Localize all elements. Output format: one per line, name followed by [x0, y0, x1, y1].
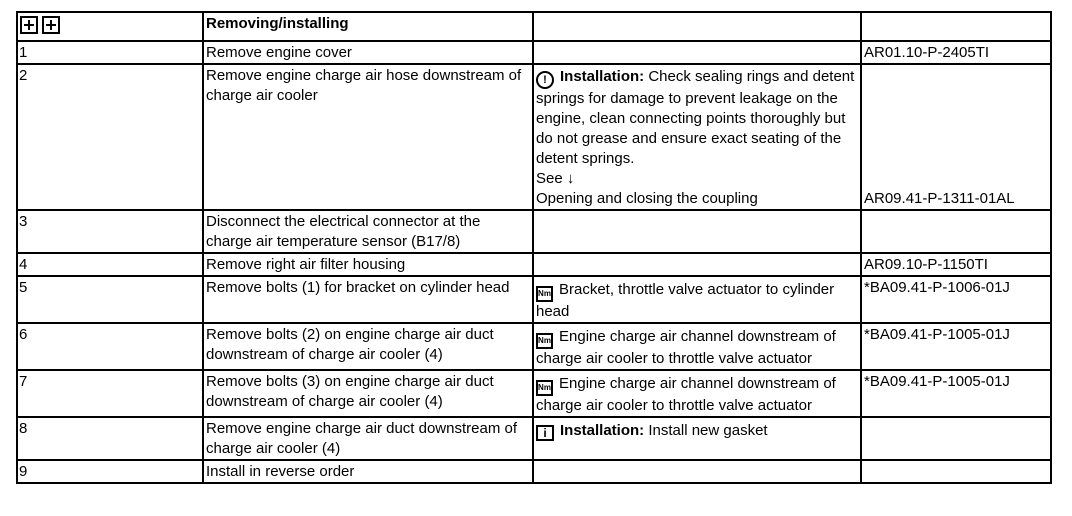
step-text: Remove bolts (1) for bracket on cylinder head [203, 276, 533, 323]
expand-icon[interactable] [20, 16, 38, 34]
step-text: Remove engine charge air duct downstream of charge air cooler (4) [203, 417, 533, 460]
table-row [17, 253, 1051, 276]
step-number: 7 [17, 370, 203, 417]
step-text: Remove bolts (2) on engine charge air duct downstream of charge air cooler (4) [203, 323, 533, 370]
collapse-icon[interactable] [42, 16, 60, 34]
torque-text: Engine charge air channel downstream of charge air cooler to throttle valve actuator [536, 375, 836, 414]
step-number: 3 [17, 210, 203, 253]
see-label: See [536, 170, 563, 187]
step-note [533, 64, 861, 210]
step-text: Remove right air filter housing [203, 253, 533, 276]
header-title: Removing/installing [203, 12, 533, 41]
step-ref-link[interactable]: AR09.10-P-1150TI [861, 253, 1051, 276]
installation-text: Install new gasket [648, 422, 768, 439]
procedure-table [16, 11, 1052, 484]
step-number: 5 [17, 276, 203, 323]
step-text: Disconnect the electrical connector at the charge air temperature sensor (B17/8) [203, 210, 533, 253]
step-ref-link[interactable]: *BA09.41-P-1005-01J [861, 370, 1051, 417]
step-ref [861, 460, 1051, 483]
header-icons-cell [17, 12, 203, 41]
table-row [17, 64, 1051, 210]
step-ref-link[interactable]: *BA09.41-P-1006-01J [861, 276, 1051, 323]
step-ref-link[interactable]: AR01.10-P-2405TI [861, 41, 1051, 64]
step-number: 2 [17, 64, 203, 210]
step-ref-link[interactable]: *BA09.41-P-1005-01J [861, 323, 1051, 370]
installation-label: Installation: [560, 422, 645, 439]
torque-icon[interactable]: Nm [536, 333, 553, 349]
step-note [533, 276, 861, 323]
step-note [533, 417, 861, 460]
step-text: Remove engine charge air hose downstream of charge air cooler [203, 64, 533, 210]
torque-text: Bracket, throttle valve actuator to cylinder head [536, 281, 835, 320]
step-text: Remove engine cover [203, 41, 533, 64]
step-note [533, 370, 861, 417]
step-number: 4 [17, 253, 203, 276]
step-note [533, 253, 861, 276]
step-number: 8 [17, 417, 203, 460]
info-icon: i [536, 425, 554, 441]
step-text: Install in reverse order [203, 460, 533, 483]
header-empty-ref [861, 12, 1051, 41]
step-note [533, 460, 861, 483]
coupling-link[interactable]: Opening and closing the coupling [536, 190, 758, 207]
installation-label: Installation: [560, 68, 645, 85]
step-note [533, 41, 861, 64]
step-note [533, 210, 861, 253]
installation-text: Check sealing rings and detent springs for damage to prevent leakage on the engine, clean connecting points thoroughly but do not grease and ensure exact seating of the detent springs. [536, 68, 855, 167]
table-row [17, 323, 1051, 370]
arrow-down-icon: ↓ [566, 170, 575, 187]
header-empty-note [533, 12, 861, 41]
table-row [17, 460, 1051, 483]
step-number: 1 [17, 41, 203, 64]
ref-text[interactable]: AR09.41-P-1311-01AL [864, 190, 1015, 207]
step-number: 6 [17, 323, 203, 370]
table-header-row [17, 12, 1051, 41]
torque-icon[interactable]: Nm [536, 286, 553, 302]
step-ref [861, 417, 1051, 460]
table-row [17, 276, 1051, 323]
table-row [17, 41, 1051, 64]
step-ref-link[interactable] [861, 64, 1051, 210]
step-ref [861, 210, 1051, 253]
table-row [17, 370, 1051, 417]
procedure-table-wrapper [16, 11, 1052, 484]
table-row [17, 417, 1051, 460]
table-row [17, 210, 1051, 253]
step-note [533, 323, 861, 370]
warning-icon: ! [536, 71, 554, 89]
step-number: 9 [17, 460, 203, 483]
step-text: Remove bolts (3) on engine charge air duct downstream of charge air cooler (4) [203, 370, 533, 417]
torque-icon[interactable]: Nm [536, 380, 553, 396]
torque-text: Engine charge air channel downstream of charge air cooler to throttle valve actuator [536, 328, 836, 367]
